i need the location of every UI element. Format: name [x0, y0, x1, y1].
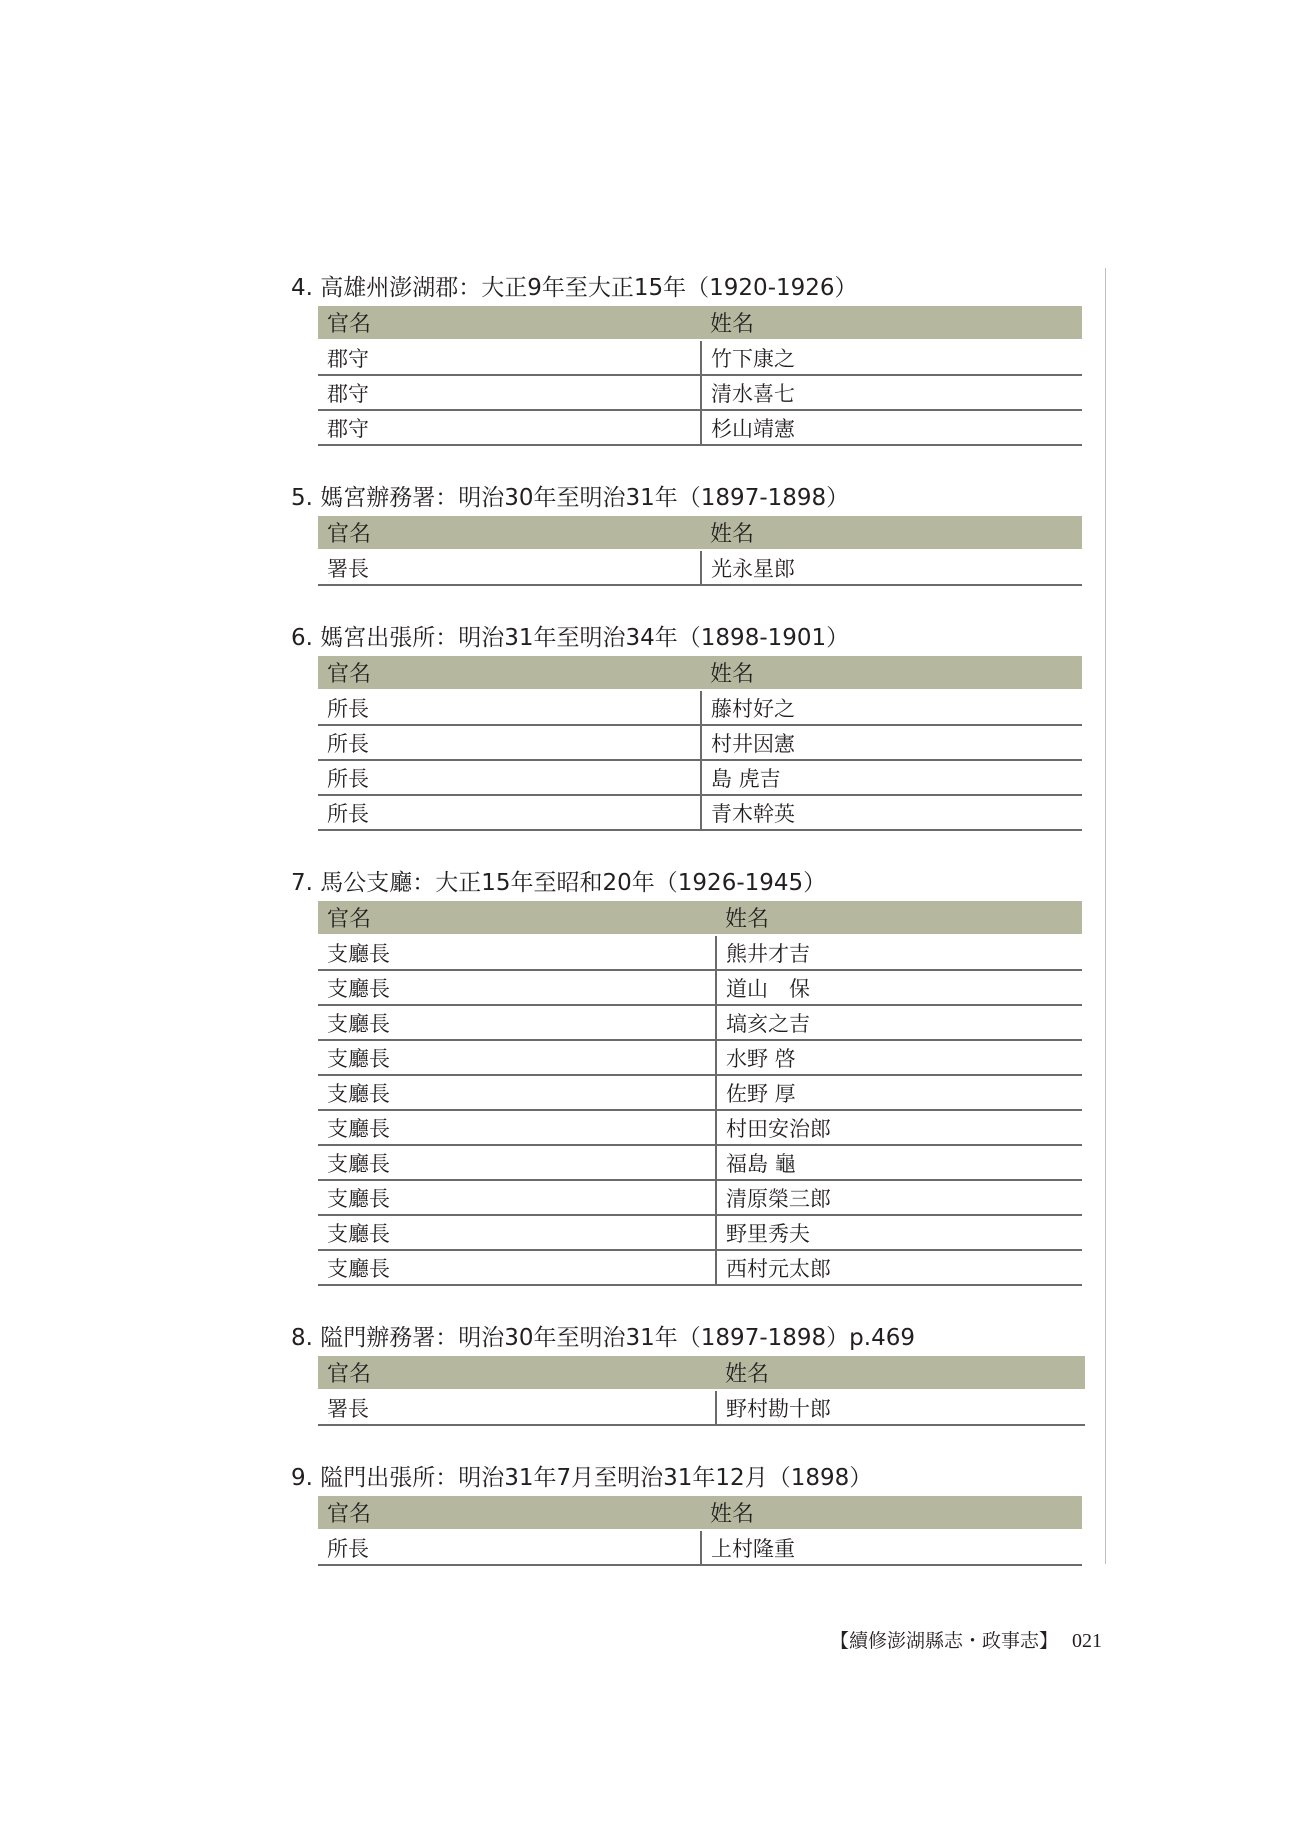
official-name-cell: 道山 保 — [716, 970, 1082, 1005]
table-header-row — [318, 516, 1082, 550]
table-row — [318, 410, 1082, 445]
official-name-cell: 光永星郎 — [701, 550, 1082, 585]
section-5 — [288, 480, 1098, 586]
official-title-cell: 署長 — [318, 1390, 716, 1425]
official-title-cell: 支廳長 — [318, 1180, 716, 1215]
official-name-cell: 佐野 厚 — [716, 1075, 1082, 1110]
table-row — [318, 1145, 1082, 1180]
margin-rule — [1105, 268, 1106, 1564]
header-name-col: 姓名 — [701, 656, 1082, 690]
page-content — [288, 270, 1098, 1600]
official-name-cell: 藤村好之 — [701, 690, 1082, 725]
footer-book-title: 【續修澎湖縣志・政事志】 — [829, 1630, 1058, 1652]
official-title-cell: 支廳長 — [318, 935, 716, 970]
official-name-cell: 野村勘十郎 — [716, 1390, 1085, 1425]
header-title-col: 官名 — [318, 656, 701, 690]
section-title: 5. 媽宮辦務署：明治30年至明治31年（1897-1898） — [291, 485, 850, 511]
official-name-cell: 村田安治郎 — [716, 1110, 1082, 1145]
table-row — [318, 1040, 1082, 1075]
header-title-col: 官名 — [318, 1356, 716, 1390]
table-row — [318, 760, 1082, 795]
official-title-cell: 支廳長 — [318, 1250, 716, 1285]
officials-table — [318, 516, 1082, 586]
official-name-cell: 福島 龜 — [716, 1145, 1082, 1180]
header-name-col: 姓名 — [701, 516, 1082, 550]
official-name-cell: 水野 啓 — [716, 1040, 1082, 1075]
official-title-cell: 郡守 — [318, 410, 701, 445]
official-title-cell: 所長 — [318, 795, 701, 830]
official-name-cell: 熊井才吉 — [716, 935, 1082, 970]
official-name-cell: 青木幹英 — [701, 795, 1082, 830]
official-title-cell: 支廳長 — [318, 1005, 716, 1040]
table-row — [318, 690, 1082, 725]
table-row — [318, 725, 1082, 760]
page-footer — [830, 1626, 1102, 1653]
section-title: 8. 隘門辦務署：明治30年至明治31年（1897-1898）p.469 — [291, 1325, 915, 1351]
section-4 — [288, 270, 1098, 446]
official-title-cell: 署長 — [318, 550, 701, 585]
table-row — [318, 375, 1082, 410]
header-title-col: 官名 — [318, 306, 701, 340]
table-row — [318, 1075, 1082, 1110]
official-title-cell: 郡守 — [318, 375, 701, 410]
table-row — [318, 1180, 1082, 1215]
official-title-cell: 支廳長 — [318, 1215, 716, 1250]
official-title-cell: 支廳長 — [318, 970, 716, 1005]
table-header-row — [318, 306, 1082, 340]
officials-table — [318, 306, 1082, 446]
section-8 — [288, 1320, 1098, 1426]
official-name-cell: 杉山靖憲 — [701, 410, 1082, 445]
header-name-col: 姓名 — [716, 901, 1082, 935]
official-title-cell: 所長 — [318, 1530, 701, 1565]
official-name-cell: 塙亥之吉 — [716, 1005, 1082, 1040]
table-row — [318, 1110, 1082, 1145]
table-row — [318, 1005, 1082, 1040]
table-header-row — [318, 656, 1082, 690]
footer-page-number: 021 — [1072, 1630, 1102, 1652]
table-row — [318, 1215, 1082, 1250]
header-name-col: 姓名 — [716, 1356, 1085, 1390]
section-9 — [288, 1460, 1098, 1566]
official-name-cell: 竹下康之 — [701, 340, 1082, 375]
official-name-cell: 村井因憲 — [701, 725, 1082, 760]
section-title: 7. 馬公支廳：大正15年至昭和20年（1926-1945） — [291, 870, 827, 896]
official-name-cell: 清原榮三郎 — [716, 1180, 1082, 1215]
section-title: 6. 媽宮出張所：明治31年至明治34年（1898-1901） — [291, 625, 850, 651]
header-title-col: 官名 — [318, 516, 701, 550]
official-title-cell: 支廳長 — [318, 1110, 716, 1145]
officials-table — [318, 1496, 1082, 1566]
official-name-cell: 野里秀夫 — [716, 1215, 1082, 1250]
header-title-col: 官名 — [318, 901, 716, 935]
header-title-col: 官名 — [318, 1496, 701, 1530]
table-row — [318, 1530, 1082, 1565]
official-title-cell: 支廳長 — [318, 1040, 716, 1075]
official-name-cell: 清水喜七 — [701, 375, 1082, 410]
officials-table — [318, 656, 1082, 831]
official-title-cell: 支廳長 — [318, 1145, 716, 1180]
table-header-row — [318, 1496, 1082, 1530]
official-title-cell: 所長 — [318, 725, 701, 760]
table-row — [318, 340, 1082, 375]
table-row — [318, 935, 1082, 970]
section-7 — [288, 865, 1098, 1286]
table-row — [318, 970, 1082, 1005]
table-row — [318, 550, 1082, 585]
official-title-cell: 支廳長 — [318, 1075, 716, 1110]
table-header-row — [318, 1356, 1085, 1390]
official-title-cell: 所長 — [318, 690, 701, 725]
section-6 — [288, 620, 1098, 831]
section-title: 4. 高雄州澎湖郡：大正9年至大正15年（1920-1926） — [291, 275, 858, 301]
table-header-row — [318, 901, 1082, 935]
header-name-col: 姓名 — [701, 306, 1082, 340]
table-row — [318, 795, 1082, 830]
official-name-cell: 上村隆重 — [701, 1530, 1082, 1565]
table-row — [318, 1250, 1082, 1285]
section-title: 9. 隘門出張所：明治31年7月至明治31年12月（1898） — [291, 1465, 873, 1491]
table-row — [318, 1390, 1085, 1425]
officials-table — [318, 1356, 1085, 1426]
header-name-col: 姓名 — [701, 1496, 1082, 1530]
official-title-cell: 郡守 — [318, 340, 701, 375]
official-name-cell: 西村元太郎 — [716, 1250, 1082, 1285]
official-name-cell: 島 虎吉 — [701, 760, 1082, 795]
officials-table — [318, 901, 1082, 1286]
official-title-cell: 所長 — [318, 760, 701, 795]
